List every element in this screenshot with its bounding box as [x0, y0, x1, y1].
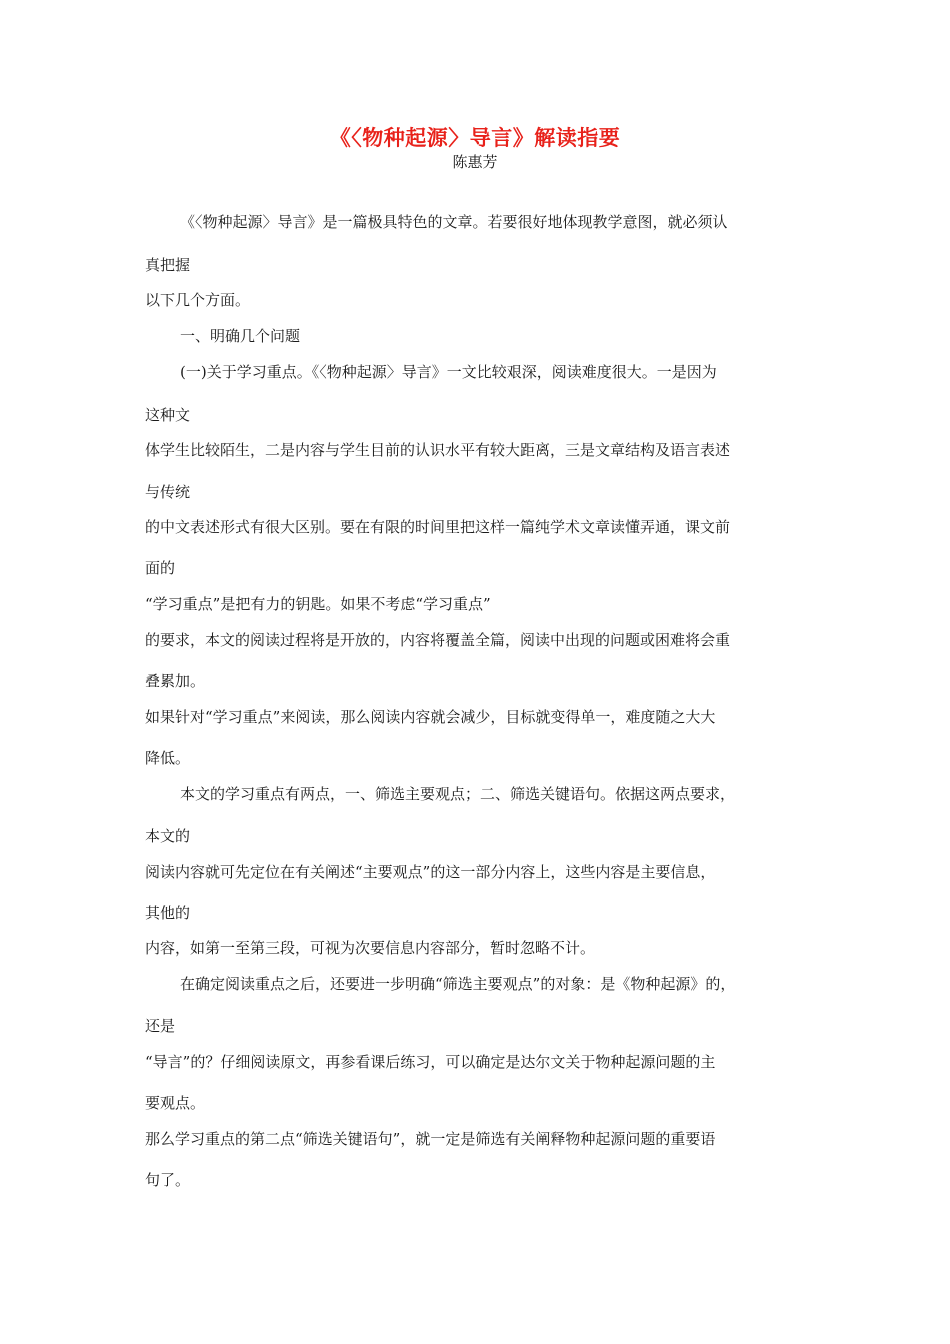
body-line: 还是 — [145, 1017, 176, 1035]
body-line: (一)关于学习重点。《〈物种起源〉导言》一文比较艰深，阅读难度很大。一是因为 — [180, 363, 717, 381]
body-line: 如果针对“学习重点”来阅读，那么阅读内容就会减少，目标就变得单一，难度随之大大 — [145, 708, 716, 726]
body-line: 在确定阅读重点之后，还要进一步明确“筛选主要观点”的对象：是《物种起源》的， — [180, 975, 736, 993]
body-line: 这种文 — [145, 406, 191, 424]
document-author: 陈惠芳 — [452, 153, 498, 171]
body-line: 叠累加。 — [145, 672, 206, 690]
body-line: 面的 — [145, 559, 176, 577]
body-line: 本文的 — [145, 827, 191, 845]
body-line: 内容，如第一至第三段，可视为次要信息内容部分，暂时忽略不计。 — [145, 939, 596, 957]
body-line: 体学生比较陌生，二是内容与学生目前的认识水平有较大距离，三是文章结构及语言表述 — [145, 441, 731, 459]
body-line: 《〈物种起源〉导言》是一篇极具特色的文章。若要很好地体现教学意图，就必须认 — [180, 213, 728, 231]
body-line: 以下几个方面。 — [145, 291, 251, 309]
document-title: 《〈物种起源〉导言》解读指要 — [329, 126, 621, 150]
body-line: 要观点。 — [145, 1094, 206, 1112]
body-line: 阅读内容就可先定位在有关阐述“主要观点”的这一部分内容上，这些内容是主要信息， — [145, 863, 716, 881]
body-line: “导言”的？仔细阅读原文，再参看课后练习，可以确定是达尔文关于物种起源问题的主 — [145, 1053, 716, 1071]
body-line: “学习重点”是把有力的钥匙。如果不考虑“学习重点” — [145, 595, 491, 613]
body-line: 那么学习重点的第二点“筛选关键语句”，就一定是筛选有关阐释物种起源问题的重要语 — [145, 1130, 716, 1148]
section-heading: 一、明确几个问题 — [180, 327, 301, 345]
body-line: 降低。 — [145, 749, 191, 767]
body-line: 本文的学习重点有两点，一、筛选主要观点；二、筛选关键语句。依据这两点要求， — [180, 785, 736, 803]
body-line: 句了。 — [145, 1171, 191, 1189]
body-line: 其他的 — [145, 904, 191, 922]
body-line: 的要求，本文的阅读过程将是开放的，内容将覆盖全篇，阅读中出现的问题或困难将会重 — [145, 631, 731, 649]
body-line: 真把握 — [145, 256, 191, 274]
body-line: 与传统 — [145, 483, 191, 501]
body-line: 的中文表述形式有很大区别。要在有限的时间里把这样一篇纯学术文章读懂弄通，课文前 — [145, 518, 731, 536]
